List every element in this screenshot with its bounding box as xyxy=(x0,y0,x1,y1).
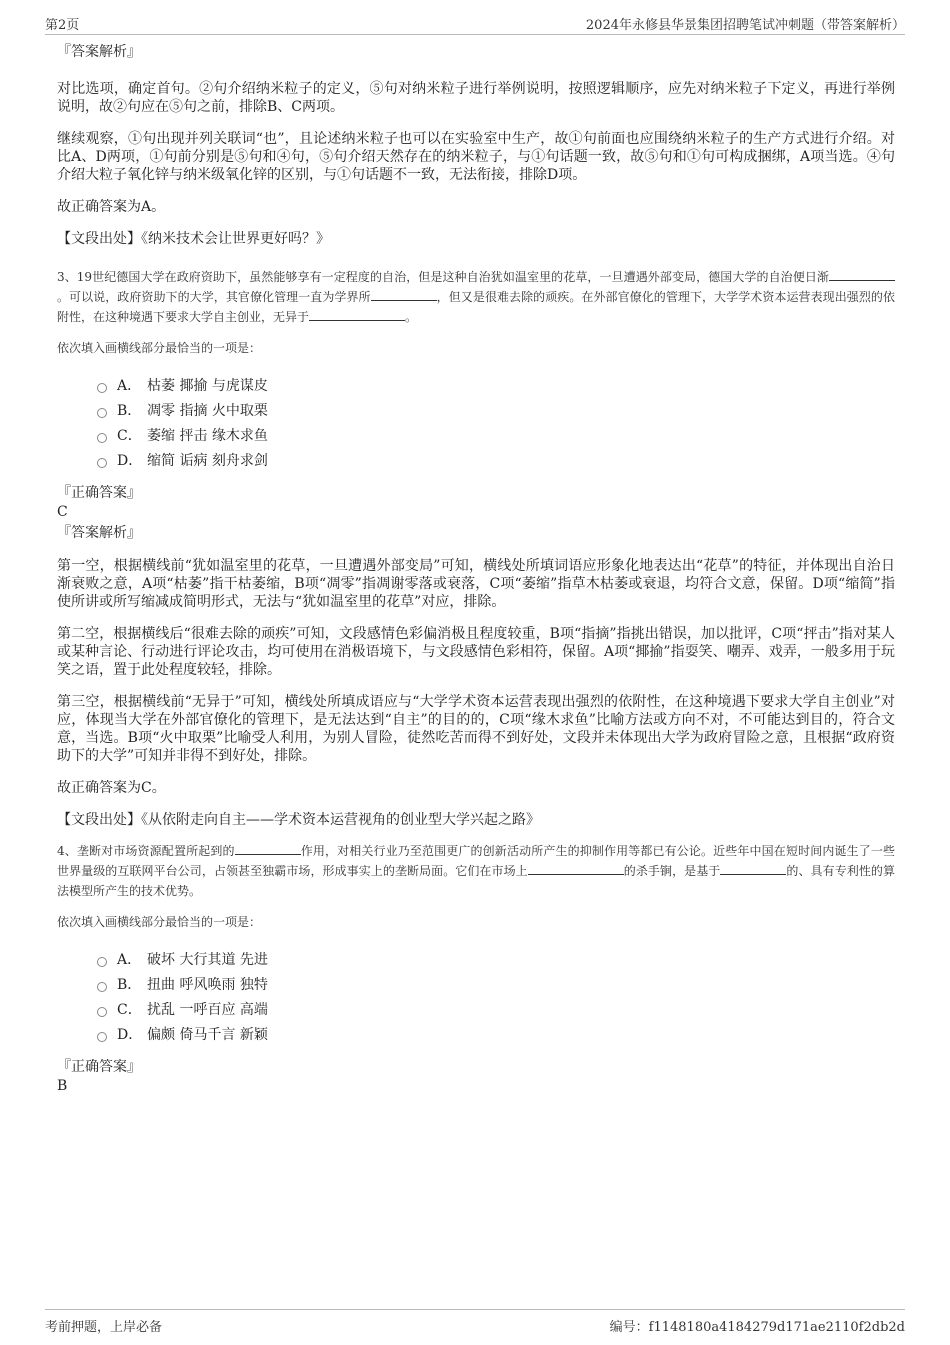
page-number: 第2页 xyxy=(45,18,80,33)
q2-conclusion: 故正确答案为A。 xyxy=(57,199,166,215)
q4-prompt: 依次填入画横线部分最恰当的一项是： xyxy=(57,915,262,929)
option-text: 缩简 诟病 刻舟求剑 xyxy=(147,453,268,469)
radio-button-icon[interactable] xyxy=(97,982,107,992)
option-text: 萎缩 抨击 缘木求鱼 xyxy=(147,428,268,444)
q4-stem-part-4: 的、具有专利性的算法模型所产生的技术优势。 xyxy=(57,864,895,898)
q4-option-a[interactable] xyxy=(57,949,895,974)
q2-analysis-section xyxy=(57,42,895,248)
q3-stem-part-2: 。可以说，政府资助下的大学，其官僚化管理一直为学界所 xyxy=(57,290,371,304)
q3-stem-part-3: ，但又是很难去除的顽疾。在外部官僚化的管理下，大学学术资本运营表现出强烈的依附性，在这种境遇下要求大学自主创业，无异于 xyxy=(57,290,895,324)
option-text: 破坏 大行其道 先进 xyxy=(147,952,268,968)
q3-options xyxy=(57,375,895,475)
q2-source: 【文段出处】《纳米技术会让世界更好吗？》 xyxy=(57,231,330,247)
q3-analysis-label: 『答案解析』 xyxy=(57,525,141,541)
page-content xyxy=(57,42,895,1095)
q4-stem xyxy=(57,841,895,901)
q3-stem-part-4: 。 xyxy=(405,310,418,324)
option-key: C． xyxy=(117,1002,142,1018)
option-text: 扭曲 呼风唤雨 独特 xyxy=(147,977,268,993)
page-header xyxy=(45,14,905,35)
document-code-value: f1148180a4184279d171ae2110f2db2d xyxy=(648,1320,905,1335)
radio-button-icon[interactable] xyxy=(97,1007,107,1017)
page-footer xyxy=(45,1309,905,1334)
option-key: A． xyxy=(117,952,142,968)
option-text: 扰乱 一呼百应 高端 xyxy=(147,1002,268,1018)
radio-button-icon[interactable] xyxy=(97,383,107,393)
q3-analysis-paragraph-1: 第一空，根据横线前“犹如温室里的花草，一旦遭遇外部变局”可知，横线处所填词语应形象化地表达出“花草”的特征，并体现出自治日渐衰败之意，A项“枯萎”指干枯萎缩，B项“凋零”指凋谢零落或衰落，C项“萎缩”指草木枯萎或衰退，均符合文意，保留。D项“缩简”指使所讲或所写缩减成简明形式，无法与“犹如温室里的花草”对应，排除。 xyxy=(57,558,895,610)
q4-blank-3 xyxy=(720,861,786,875)
option-text: 凋零 指摘 火中取栗 xyxy=(147,403,268,419)
q4-blank-2 xyxy=(528,861,624,875)
q3-option-d[interactable] xyxy=(57,450,895,475)
q4-answer: B xyxy=(57,1078,68,1094)
radio-button-icon[interactable] xyxy=(97,433,107,443)
question-4 xyxy=(57,841,895,1095)
q4-blank-1 xyxy=(235,841,301,855)
radio-button-icon[interactable] xyxy=(97,957,107,967)
q3-stem xyxy=(57,267,895,327)
footer-slogan: 考前押题，上岸必备 xyxy=(45,1320,163,1335)
q4-option-d[interactable] xyxy=(57,1024,895,1049)
option-key: D． xyxy=(117,1027,143,1043)
q3-analysis-paragraph-2: 第二空，根据横线后“很难去除的顽疾”可知，文段感情色彩偏消极且程度较重，B项“指摘”指挑出错误，加以批评，C项“抨击”指对某人或某种言论、行动进行评论攻击，均可使用在消极语境下，与文段感情色彩相符，保留。A项“揶揄”指耍笑、嘲弄、戏弄，一般多用于玩笑之语，置于此处程度较轻，排除。 xyxy=(57,626,895,678)
option-text: 偏颇 倚马千言 新颖 xyxy=(147,1027,268,1043)
q4-stem-part-2: 作用，对相关行业乃至范围更广的创新活动所产生的抑制作用等都已有公论。近些年中国在短时间内诞生了一些世界量级的互联网平台公司，占领甚至独霸市场，形成事实上的垄断局面。它们在市场上 xyxy=(57,844,895,878)
q3-stem-part-1: 3、19世纪德国大学在政府资助下，虽然能够享有一定程度的自治，但是这种自治犹如温室里的花草，一旦遭遇外部变局，德国大学的自治便日渐 xyxy=(57,270,829,284)
option-text: 枯萎 揶揄 与虎谋皮 xyxy=(147,378,268,394)
q3-analysis-paragraph-3: 第三空，根据横线前“无异于”可知，横线处所填成语应与“大学学术资本运营表现出强烈的依附性，在这种境遇下要求大学自主创业”对应，体现当大学在外部官僚化的管理下，是无法达到“自主”的目的的，C项“缘木求鱼”比喻方法或方向不对，不可能达到目的，符合文意，当选。B项“火中取栗”比喻受人利用，为别人冒险，徒然吃苦而得不到好处，文段并未体现出大学为政府冒险之意，且根据“政府资助下的大学”可知并非得不到好处，排除。 xyxy=(57,694,895,764)
radio-button-icon[interactable] xyxy=(97,1032,107,1042)
question-3 xyxy=(57,267,895,829)
option-key: C． xyxy=(117,428,142,444)
document-code-label: 编号： xyxy=(609,1320,649,1335)
q4-stem-part-1: 4、垄断对市场资源配置所起到的 xyxy=(57,844,235,858)
radio-button-icon[interactable] xyxy=(97,408,107,418)
q4-option-c[interactable] xyxy=(57,999,895,1024)
q3-answer-label: 『正确答案』 xyxy=(57,485,141,501)
q3-option-a[interactable] xyxy=(57,375,895,400)
q3-blank-2 xyxy=(371,287,437,301)
radio-button-icon[interactable] xyxy=(97,458,107,468)
q2-analysis-paragraph-2: 继续观察，①句出现并列关联词“也”，且论述纳米粒子也可以在实验室中生产，故①句前面也应围绕纳米粒子的生产方式进行介绍。对比A、D两项，①句前分别是⑤句和④句，⑤句介绍天然存在的纳米粒子，与①句话题一致，故⑤句和①句可构成捆绑，A项当选。④句介绍大粒子氧化锌与纳米级氧化锌的区别，与①句话题不一致，无法衔接，排除D项。 xyxy=(57,131,895,183)
q3-option-b[interactable] xyxy=(57,400,895,425)
q3-answer: C xyxy=(57,504,68,520)
q3-prompt: 依次填入画横线部分最恰当的一项是： xyxy=(57,341,262,355)
document-title: 2024年永修县华景集团招聘笔试冲刺题（带答案解析） xyxy=(585,18,905,33)
option-key: B． xyxy=(117,977,142,993)
q3-option-c[interactable] xyxy=(57,425,895,450)
q4-option-b[interactable] xyxy=(57,974,895,999)
q2-analysis-paragraph-1: 对比选项，确定首句。②句介绍纳米粒子的定义，⑤句对纳米粒子进行举例说明，按照逻辑顺序，应先对纳米粒子下定义，再进行举例说明，故②句应在⑤句之前，排除B、C两项。 xyxy=(57,81,895,115)
q3-blank-1 xyxy=(829,267,895,281)
option-key: A． xyxy=(117,378,142,394)
q2-analysis-label: 『答案解析』 xyxy=(57,44,141,60)
q4-stem-part-3: 的杀手锏，是基于 xyxy=(623,864,721,878)
q3-source: 【文段出处】《从依附走向自主——学术资本运营视角的创业型大学兴起之路》 xyxy=(57,812,540,828)
document-code xyxy=(610,1316,905,1335)
q3-blank-3 xyxy=(309,307,405,321)
option-key: D． xyxy=(117,453,143,469)
q4-answer-label: 『正确答案』 xyxy=(57,1059,141,1075)
q3-conclusion: 故正确答案为C。 xyxy=(57,780,166,796)
option-key: B． xyxy=(117,403,142,419)
q4-options xyxy=(57,949,895,1049)
